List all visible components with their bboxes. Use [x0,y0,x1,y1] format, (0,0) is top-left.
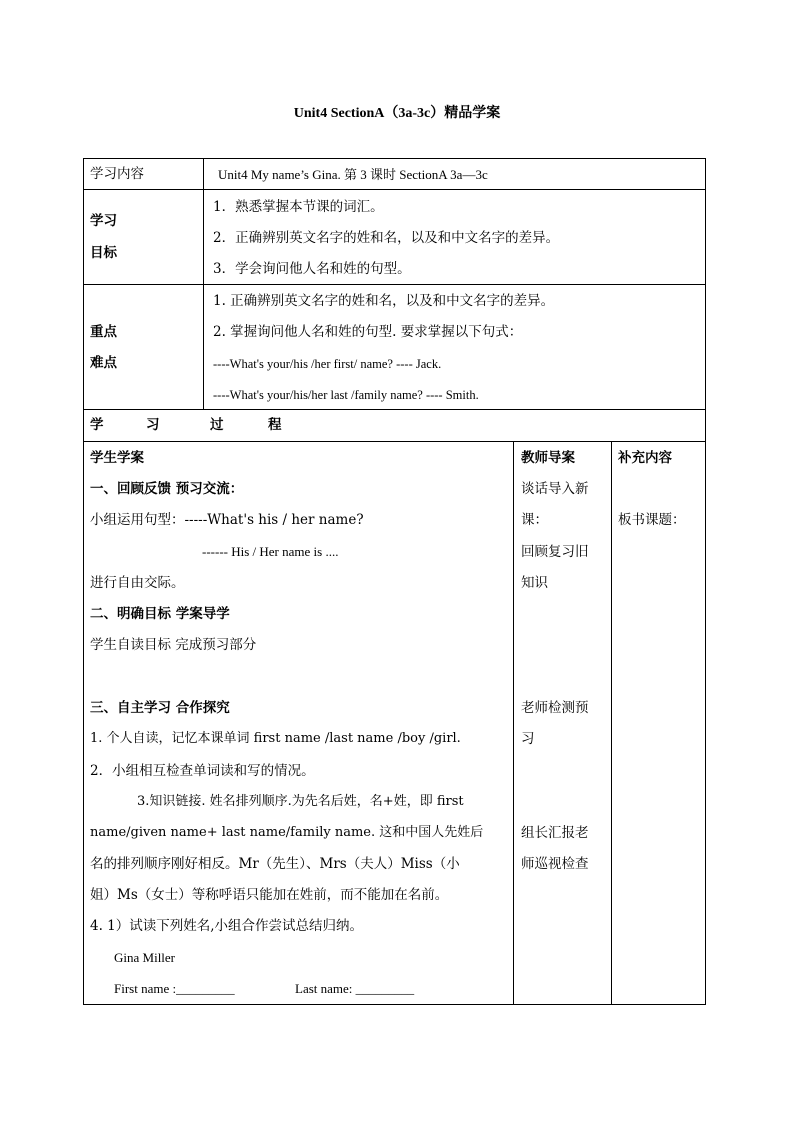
row-divider [83,189,706,190]
teacher-line: 知识 [521,575,548,591]
table-border-left [83,158,84,1005]
section-heading: 一、回顾反馈 预习交流： [90,481,244,497]
objectives-label-2: 目标 [90,245,117,261]
student-line: 4. 1）试读下列姓名,小组合作尝试总结归纳。 [90,918,364,934]
objectives-label-1: 学习 [90,213,117,229]
teacher-line: 习 [521,731,535,747]
keypoints-label-2: 难点 [90,355,117,371]
teacher-extra-divider [611,441,612,1005]
student-line: name/given name+ last name/family name. 这和中国人先姓后 [90,825,484,840]
extra-line: 板书课题： [618,512,686,528]
keypoint-item: 1. 正确辨别英文名字的姓和名，以及和中文名字的差异。 [213,293,555,309]
objective-item: 3．学会询问他人名和姓的句型。 [213,261,411,277]
student-teacher-divider [513,441,514,1005]
process-char: 学 [90,417,104,433]
table-border-top [83,158,706,159]
teacher-line: 老师检测预 [521,700,589,716]
row-divider [83,409,706,410]
student-line: 2．小组相互检查单词读和写的情况。 [90,763,315,779]
section-heading: 二、明确目标 学案导学 [90,606,230,622]
student-line: ------ His / Her name is .... [202,544,339,559]
keypoint-item: 2. 掌握询问他人名和姓的句型. 要求掌握以下句式： [213,324,523,340]
name-example: Gina Miller [114,950,176,965]
section-heading: 三、自主学习 合作探究 [90,700,230,716]
process-char: 程 [268,417,282,433]
label-column-divider [203,158,204,410]
extra-column-header: 补充内容 [618,450,672,466]
teacher-line: 师巡视检查 [521,856,589,872]
row-divider [83,284,706,285]
keypoints-label-1: 重点 [90,324,117,340]
student-line: 小组运用句型：-----What's his / her name? [90,512,364,528]
last-name-blank[interactable]: Last name: _________ [295,981,415,996]
pattern-line: ----What's your/his /her first/ name? ---- Jack. [213,357,442,371]
student-line: 1. 个人自读，记忆本课单词 first name /last name /boy /girl. [90,731,461,746]
content-label: 学习内容 [90,166,144,182]
process-char: 过 [210,417,224,433]
content-value: Unit4 My name’s Gina. 第 3 课时 SectionA 3a—3c [218,167,488,182]
student-line: 进行自由交际。 [90,575,185,591]
student-line: 姐）Ms（女士）等称呼语只能加在姓前，而不能加在名前。 [90,887,449,903]
teacher-column-header: 教师导案 [521,450,575,466]
page-title: Unit4 SectionA（3a-3c）精品学案 [293,106,501,121]
student-line: 3.知识链接. 姓名排列顺序.为先名后姓，名+姓，即 first [137,794,464,809]
pattern-line: ----What's your/his/her last /family name? ---- Smith. [213,388,479,402]
teacher-line: 课： [521,512,548,528]
student-line: 名的排列顺序刚好相反。Mr（先生）、Mrs（夫人）Miss（小 [90,856,460,872]
table-border-bottom [83,1004,706,1005]
table-border-right [705,158,706,1005]
teacher-line: 回顾复习旧 [521,544,589,560]
process-char: 习 [146,417,160,433]
student-column-header: 学生学案 [90,450,144,466]
student-line: 学生自读目标 完成预习部分 [90,637,257,653]
teacher-line: 组长汇报老 [521,825,589,841]
objective-item: 2．正确辨别英文名字的姓和名，以及和中文名字的差异。 [213,230,560,246]
teacher-line: 谈话导入新 [521,481,589,497]
row-divider [83,441,706,442]
objective-item: 1．熟悉掌握本节课的词汇。 [213,199,384,215]
first-name-blank[interactable]: First name :_________ [114,981,235,996]
